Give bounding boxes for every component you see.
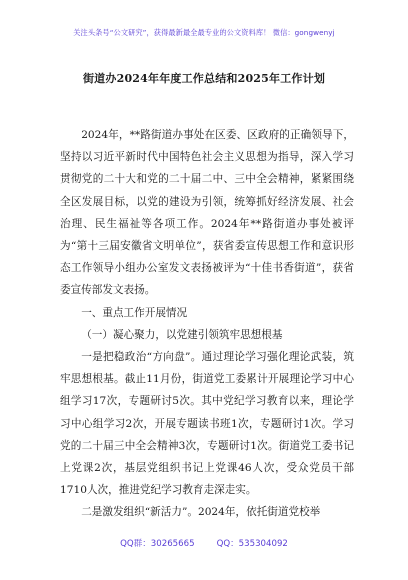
document-title: 街道办2024年年度工作总结和2025年工作计划 — [82, 72, 326, 85]
header-banner: 关注头条号“公文研究”，获得最新最全最专业的公文资料库！ 微信：gongwenyj — [73, 28, 335, 37]
section-heading: 一、重点工作开展情况 — [81, 306, 188, 319]
qq-group: QQ群：30265665 — [120, 539, 195, 549]
body-paragraph: 一是把稳政治“方向盘”。通过理论学习强化理论武装，筑牢思想根基。截止11月份，街道党工委累计开展理论学习中心组学习17次，专题研讨5次。其中党纪学习教育以来，理论学习中心组学习2次，开展专题读书班1次，专题研讨1次。学习党的二十届三中全会精神3次，专题研讨1次。街道党工委书记上党课2次，基层党组织书记上党课46人次，受众党员干部1710人次，推进党纪学习教育走深走实。 — [60, 351, 354, 497]
subsection-heading: （一）凝心聚力，以党建引领筑牢思想根基 — [81, 328, 283, 341]
intro-paragraph: 2024年，**路街道办事处在区委、区政府的正确领导下，坚持以习近平新时代中国特色社会主义思想为指导，深入学习贯彻党的二十大和党的二十届二中、三中全会精神，紧紧围绕全区发展目标，以党的建设为引领，统筹抓好经济发展、社会治理、民生福祉等各项工作。2024年**路街道办事处被评为“第十三届安徽省文明单位”，获省委宣传思想工作和意识形态工作领导小组办公室发文表扬被评为“十佳书香街道”，获省委宣传部发文表扬。 — [60, 129, 354, 297]
footer-contact — [0, 537, 408, 549]
body-paragraph: 二是激发组织“新活力”。2024年，依托街道党校举 — [81, 506, 321, 519]
document-body — [60, 124, 354, 524]
qq-number: QQ：535304092 — [216, 539, 288, 549]
